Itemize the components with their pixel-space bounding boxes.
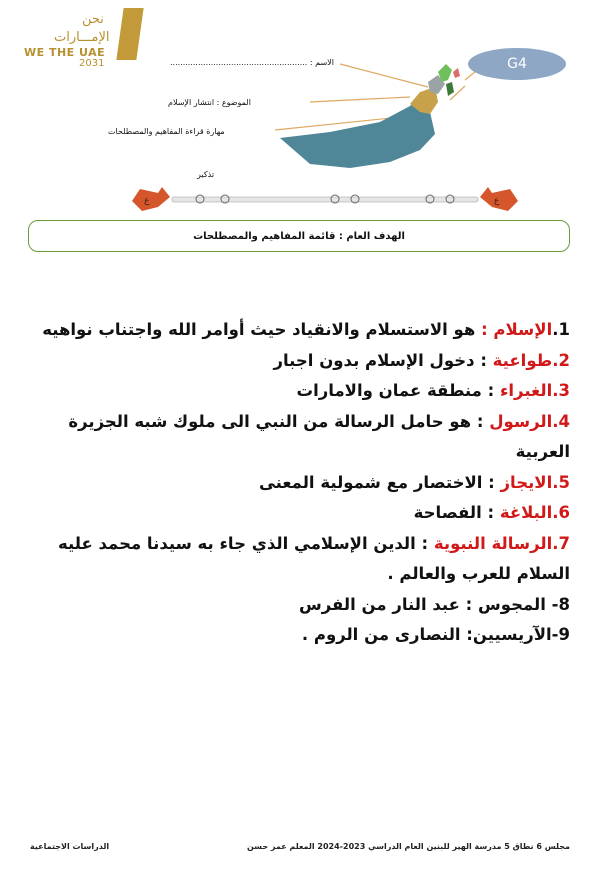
decorative-divider xyxy=(130,183,520,217)
emirate-region-red xyxy=(453,68,460,78)
term-number: 6. xyxy=(552,503,570,522)
term-item xyxy=(40,407,570,468)
term-word: الغبراء xyxy=(499,381,553,400)
term-item xyxy=(40,590,570,621)
name-dots: ...................................................... xyxy=(170,58,308,67)
term-item xyxy=(40,346,570,377)
term-number: 7. xyxy=(552,533,570,553)
term-definition: : هو حامل الرسالة من النبي الى ملوك شبه الجزيرة العربية xyxy=(68,411,570,461)
term-number: 1. xyxy=(552,320,570,339)
term-word: المجوس xyxy=(477,594,552,614)
term-word: الرسول xyxy=(489,411,553,431)
term-word: طواعية xyxy=(492,350,553,370)
general-goal-box xyxy=(28,220,570,252)
logo-line-3: WE THE UAE xyxy=(24,46,106,59)
general-goal-text: الهدف العام : قائمة المفاهيم والمصطلحات xyxy=(193,230,405,242)
term-definition: النصارى من الروم . xyxy=(301,625,467,644)
name-label: الاسم : xyxy=(309,58,334,67)
term-definition: : الفصاحة xyxy=(413,503,500,522)
bookmark-ornament-right xyxy=(480,187,518,211)
grade-badge: G4 xyxy=(468,48,566,80)
footer-subject: الدراسات الاجتماعية xyxy=(30,842,110,851)
emirate-region-dark-green xyxy=(446,82,454,96)
skill-label: مهارة قراءة المفاهيم والمصطلحات xyxy=(108,127,225,136)
term-definition: : عبد النار من الفرس xyxy=(299,594,478,614)
logo-line-1: نحن xyxy=(82,12,104,27)
term-word: الايجاز xyxy=(500,472,553,492)
reminder-label: تذكير xyxy=(197,170,215,179)
term-item xyxy=(40,315,570,346)
term-definition: هو الاستسلام والانقياد حيث أوامر الله واجتناب نواهيه xyxy=(42,320,482,339)
we-the-uae-logo xyxy=(24,8,142,70)
term-number: 3. xyxy=(552,381,570,400)
term-word: البلاغة xyxy=(499,503,553,522)
chain-ornament xyxy=(172,195,478,203)
term-item xyxy=(40,468,570,499)
term-item xyxy=(40,498,570,529)
term-word: الآريسيين: xyxy=(466,625,552,644)
pointer-line-1 xyxy=(340,64,428,87)
term-definition: : الاختصار مع شمولية المعنى xyxy=(258,472,501,492)
topic-label: الموضوع : انتشار الإسلام xyxy=(168,98,251,107)
term-number: 9- xyxy=(551,625,570,644)
logo-line-2: الإمـــارات xyxy=(54,30,110,45)
term-item xyxy=(40,620,570,651)
term-item xyxy=(40,376,570,407)
term-number: 4. xyxy=(552,411,570,431)
abu-dhabi-region xyxy=(280,98,435,168)
bookmark-ornament-left xyxy=(132,187,170,211)
term-number: 8- xyxy=(551,594,570,614)
term-word: الإسلام : xyxy=(481,320,553,339)
logo-gold-bar xyxy=(116,8,143,60)
term-word: الرسالة النبوية xyxy=(433,533,553,553)
pointer-line-2 xyxy=(310,97,410,102)
logo-line-4: 2031 xyxy=(79,58,105,69)
terms-list xyxy=(40,315,570,651)
svg-text:ع: ع xyxy=(144,196,150,206)
term-definition: : الدين الإسلامي الذي جاء به سيدنا محمد عليه السلام للعرب والعالم . xyxy=(57,533,570,583)
term-number: 2. xyxy=(552,350,570,370)
footer-school-info: مجلس 6 نطاق 5 مدرسة الهير للبنين العام الدراسي 2023-2024 المعلم عمر حسن xyxy=(246,842,570,851)
term-definition: : دخول الإسلام بدون اجبار xyxy=(273,350,493,370)
term-number: 5. xyxy=(552,472,570,492)
term-definition: : منطقة عمان والامارات xyxy=(296,381,500,400)
svg-text:ع: ع xyxy=(494,196,500,206)
term-item xyxy=(40,529,570,590)
